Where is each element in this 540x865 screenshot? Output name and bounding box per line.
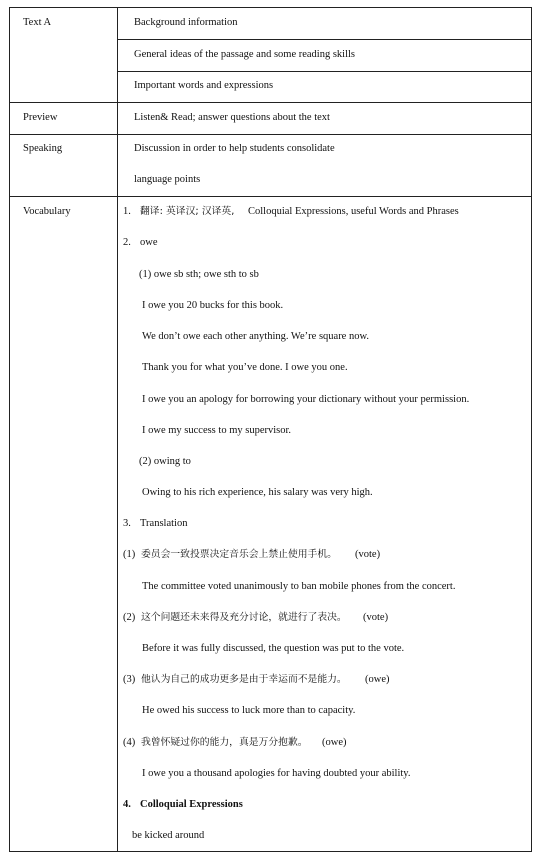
item2-word: owe: [140, 237, 158, 248]
text-a-item: General ideas of the passage and some reading skills: [134, 49, 356, 60]
translation-number: (2): [123, 612, 136, 623]
speaking-line: Discussion in order to help students consolidate: [134, 143, 335, 154]
subrow-divider: [117, 71, 532, 72]
translation-answer: He owed his success to luck more than to capacity.: [142, 705, 356, 716]
example-sentence: I owe my success to my supervisor.: [142, 425, 292, 436]
translation-number: (3): [123, 674, 136, 685]
row-label-speaking: Speaking: [23, 143, 63, 154]
row-label-text-a: Text A: [23, 17, 52, 28]
translation-chinese: 我曾怀疑过你的能力，真是万分抱歉。: [141, 737, 308, 748]
example-sentence: Thank you for what you’ve done. I owe you one.: [142, 362, 348, 373]
row-divider: [10, 196, 531, 197]
example-sentence: Owing to his rich experience, his salary was very high.: [142, 487, 373, 498]
translation-answer: Before it was fully discussed, the question was put to the vote.: [142, 643, 405, 654]
example-sentence: I owe you 20 bucks for this book.: [142, 300, 284, 311]
translation-chinese: 委员会一致投票决定音乐会上禁止使用手机。: [141, 549, 337, 560]
text-a-item: Background information: [134, 17, 238, 28]
translation-chinese: 这个问题还未来得及充分讨论，就进行了表决。: [141, 612, 347, 623]
row-divider: [10, 134, 531, 135]
row-label-preview: Preview: [23, 112, 58, 123]
item1-text: Colloquial Expressions, useful Words and Phrases: [248, 206, 459, 217]
text-a-item: Important words and expressions: [134, 80, 274, 91]
translation-tag: (vote): [363, 612, 389, 623]
item3-title: Translation: [140, 518, 188, 529]
row-divider: [10, 102, 531, 103]
row-label-vocabulary: Vocabulary: [23, 206, 71, 217]
item1-chinese: 翻译: 英译汉; 汉译英,: [140, 206, 235, 217]
preview-content: Listen& Read; answer questions about the text: [134, 112, 330, 123]
translation-number: (4): [123, 737, 136, 748]
item2-sub1: (1) owe sb sth; owe sth to sb: [139, 269, 259, 280]
translation-chinese: 他认为自己的成功更多是由于幸运而不是能力。: [141, 674, 347, 685]
subrow-divider: [117, 39, 532, 40]
item-number: 2.: [123, 237, 131, 248]
translation-tag: (owe): [365, 674, 390, 685]
translation-tag: (owe): [322, 737, 347, 748]
item4-title: Colloquial Expressions: [140, 799, 243, 810]
item2-sub2: (2) owing to: [139, 456, 191, 467]
translation-tag: (vote): [355, 549, 381, 560]
item-number: 4.: [123, 799, 131, 810]
speaking-line: language points: [134, 174, 201, 185]
translation-number: (1): [123, 549, 136, 560]
translation-answer: The committee voted unanimously to ban mobile phones from the concert.: [142, 581, 456, 592]
item4-first-expression: be kicked around: [132, 830, 205, 841]
example-sentence: We don’t owe each other anything. We’re square now.: [142, 331, 369, 342]
item-number: 3.: [123, 518, 131, 529]
translation-answer: I owe you a thousand apologies for having doubted your ability.: [142, 768, 411, 779]
example-sentence: I owe you an apology for borrowing your dictionary without your permission.: [142, 394, 470, 405]
item-number: 1.: [123, 206, 131, 217]
